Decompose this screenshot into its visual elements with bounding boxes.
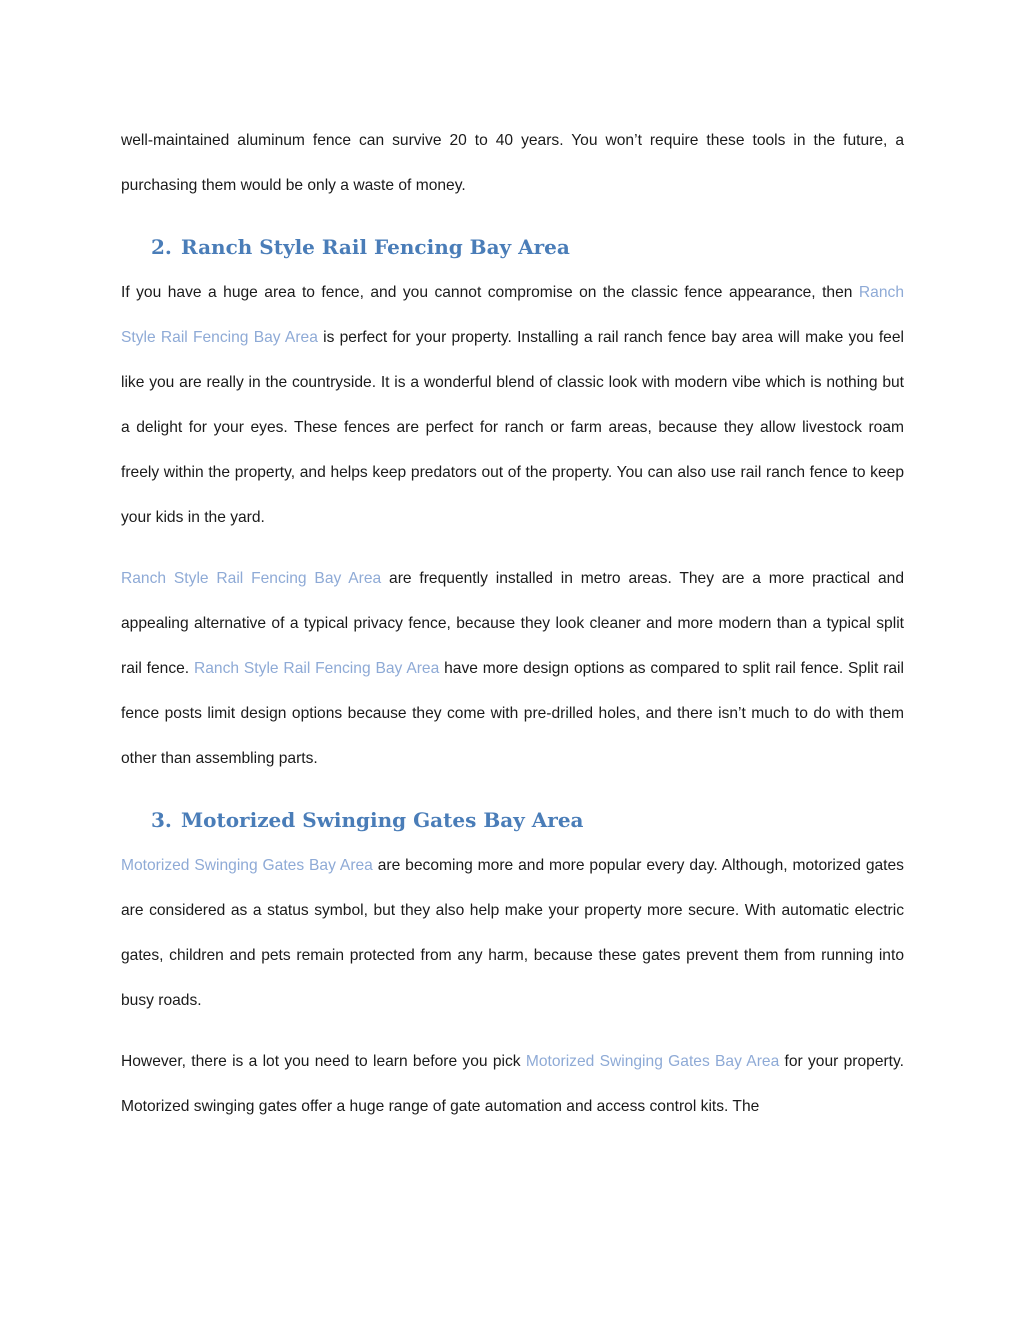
text-span: However, there is a lot you need to learn before you pick [121, 1053, 526, 1070]
section-3-paragraph-2 [121, 1039, 904, 1129]
ranch-fencing-link[interactable]: Ranch Style Rail Fencing Bay Area [121, 570, 382, 587]
section-3-title: Motorized Swinging Gates Bay Area [181, 808, 584, 832]
motorized-gates-link[interactable]: Motorized Swinging Gates Bay Area [525, 1053, 780, 1070]
section-2-heading [151, 226, 904, 268]
section-2-number: 2. [151, 235, 172, 259]
text-span: for your property. Motorized swinging gates offer a huge range of gate automation and access control kits. The [121, 1053, 904, 1115]
section-2-paragraph-1 [121, 270, 904, 540]
section-2-paragraph-2 [121, 556, 904, 781]
section-3-paragraph-1 [121, 843, 904, 1023]
text-span: is perfect for your property. Installing a rail ranch fence bay area will make you feel like you are really in the countryside. It is a wonderful blend of classic look with modern vibe which is nothing but a delight for your eyes. These fences are perfect for ranch or farm areas, because they allow livestock roam freely within the property, and helps keep predators out of the property. You can also use rail ranch fence to keep your kids in the yard. [121, 329, 904, 526]
section-3-heading [151, 799, 904, 841]
text-span: have more design options as compared to split rail fence. Split rail fence posts limit design options because they come with pre-drilled holes, and there isn’t much to do with them other than assembling parts. [121, 660, 904, 767]
section-2-title: Ranch Style Rail Fencing Bay Area [181, 235, 570, 259]
text-span: are becoming more and more popular every day. Although, motorized gates are considered as a status symbol, but they also help make your property more secure. With automatic electric gates, children and pets remain protected from any harm, because these gates prevent them from running into busy roads. [121, 857, 904, 1009]
text-span: are frequently installed in metro areas. They are a more practical and appealing alternative of a typical privacy fence, because they look cleaner and more modern than a typical split rail fence. [121, 570, 904, 677]
section-3-number: 3. [151, 808, 172, 832]
intro-paragraph: well-maintained aluminum fence can survive 20 to 40 years. You won’t require these tools in the future, a purchasing them would be only a waste of money. [121, 132, 904, 194]
ranch-fencing-link[interactable]: Ranch Style Rail Fencing Bay Area [121, 284, 904, 346]
text-span: If you have a huge area to fence, and you cannot compromise on the classic fence appearance, then [121, 284, 859, 301]
ranch-fencing-link[interactable]: Ranch Style Rail Fencing Bay Area [193, 660, 440, 677]
motorized-gates-link[interactable]: Motorized Swinging Gates Bay Area [121, 857, 373, 874]
